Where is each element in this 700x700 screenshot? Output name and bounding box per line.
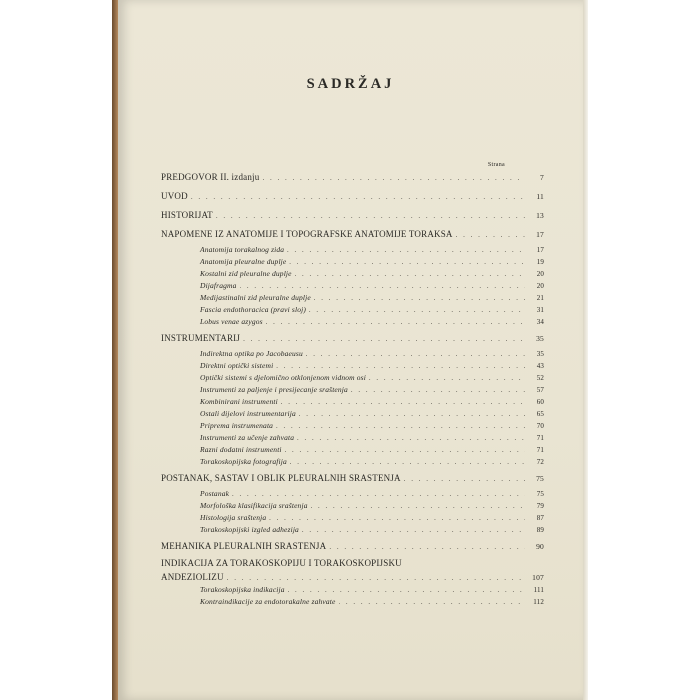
toc-subentry	[200, 585, 544, 594]
toc-entry-title: Kostalni zid pleuralne duplje	[200, 269, 292, 278]
toc-entry-page: 71	[536, 434, 544, 442]
toc-leader	[329, 543, 525, 551]
toc-leader	[311, 502, 525, 510]
toc-entry-page: 89	[536, 526, 544, 534]
toc-subentry	[200, 433, 544, 442]
toc-leader	[240, 282, 525, 290]
toc-entry-page: 90	[536, 542, 544, 551]
toc-leader	[314, 294, 525, 302]
toc-entry	[161, 191, 544, 201]
toc-entry-page: 65	[536, 410, 544, 418]
toc-entry-page: 71	[536, 446, 544, 454]
toc-leader	[309, 306, 525, 314]
toc-entry-title: Medijastinalni zid pleuralne duplje	[200, 293, 311, 302]
toc-subentry	[200, 361, 544, 370]
toc-leader	[266, 318, 525, 326]
toc-entry-title: Postanak	[200, 489, 230, 498]
page-title: SADRŽAJ	[306, 76, 395, 92]
toc-entry-title: Anatomija pleuralne duplje	[200, 257, 287, 266]
toc-entry-page: 35	[536, 350, 544, 358]
toc-leader	[216, 212, 525, 220]
toc-entry-title: INDIKACIJA ZA TORAKOSKOPIJU I TORAKOSKOPIJSKU	[161, 558, 402, 568]
toc-entry-title: Ostali dijelovi instrumentarija	[200, 409, 296, 418]
toc-leader	[243, 335, 525, 343]
toc-entry-page: 31	[536, 306, 544, 314]
toc-entry-page: 43	[536, 362, 544, 370]
toc-entry-title: Razni dodatni instrumenti	[200, 445, 282, 454]
toc-entry	[161, 541, 544, 551]
toc-leader	[232, 490, 525, 498]
toc-entry-title: Direktni optički sistemi	[200, 361, 274, 370]
toc-leader	[289, 258, 525, 266]
toc-entry-page: 20	[536, 282, 544, 290]
toc-leader	[269, 514, 525, 522]
toc-subentry	[200, 421, 544, 430]
toc-subentry	[200, 349, 544, 358]
toc-subentry	[200, 409, 544, 418]
toc-subentry	[200, 445, 544, 454]
toc-entry-title: Dijafragma	[200, 281, 237, 290]
toc-entry-title: Fascia endothoracica (pravi sloj)	[200, 305, 306, 314]
toc-subentry	[200, 489, 544, 498]
toc-entry	[161, 229, 544, 239]
toc-entry-title: Indirektna optika po Jacobaeusu	[200, 349, 303, 358]
toc-entry-page: 11	[536, 192, 544, 201]
toc-entry-title: Morfološka klasifikacija sraštenja	[200, 501, 308, 510]
toc-entry-title: UVOD	[161, 191, 188, 201]
toc-leader	[191, 193, 525, 201]
toc-leader	[276, 422, 525, 430]
toc-entry-title: Kontraindikacije za endotorakalne zahvate	[200, 597, 336, 606]
toc-entry	[161, 572, 544, 582]
toc-subentry	[200, 385, 544, 394]
toc-entry-title: Optički sistemi s djelomično otklonjenom vidnom osi	[200, 373, 366, 382]
toc-entry-title: Kombinirani instrumenti	[200, 397, 278, 406]
toc-subentry	[200, 293, 544, 302]
toc-leader	[306, 350, 525, 358]
toc-leader	[287, 246, 525, 254]
toc-entry-page: 60	[536, 398, 544, 406]
toc-subentry	[200, 397, 544, 406]
toc-leader	[276, 362, 525, 370]
toc-subentry	[200, 245, 544, 254]
toc-entry-title: ANDEZIOLIZU	[161, 572, 224, 582]
toc-subentry	[200, 305, 544, 314]
toc-entry-title: Histologija sraštenja	[200, 513, 267, 522]
toc-entry-page: 70	[536, 422, 544, 430]
toc-entry-page: 75	[536, 474, 544, 483]
toc-leader	[299, 410, 525, 418]
toc-entry-page: 112	[533, 598, 544, 606]
toc-leader	[295, 270, 525, 278]
toc-leader	[339, 598, 525, 606]
toc-subentry	[200, 269, 544, 278]
toc-entry-title: MEHANIKA PLEURALNIH SRASTENJA	[161, 541, 327, 551]
page-column-label: Strana	[487, 162, 505, 168]
toc-leader	[290, 458, 525, 466]
toc-entry	[161, 333, 544, 343]
toc-entry-title: POSTANAK, SASTAV I OBLIK PLEURALNIH SRASTENJA	[161, 473, 401, 483]
toc-subentry	[200, 317, 544, 326]
toc-leader	[227, 574, 525, 582]
toc-entry-page: 20	[536, 270, 544, 278]
toc-entry-title: Torakoskopijska indikacija	[200, 585, 285, 594]
toc-entry-title: HISTORIJAT	[161, 210, 213, 220]
toc-leader	[262, 174, 525, 182]
toc-entry-page: 7	[540, 173, 544, 182]
toc-subentry	[200, 525, 544, 534]
toc-entry-page: 111	[533, 586, 544, 594]
toc-subentry	[200, 597, 544, 606]
toc-leader	[369, 374, 525, 382]
toc-entry-page: 52	[536, 374, 544, 382]
toc-entry-title: Torakoskopijska fotografija	[200, 457, 287, 466]
toc-entry-title: Instrumenti za paljenje i presijecanje sraštenja	[200, 385, 348, 394]
toc-subentry	[200, 457, 544, 466]
toc-entry-title: Priprema instrumenata	[200, 421, 274, 430]
toc-leader	[297, 434, 525, 442]
toc-entry-page: 17	[536, 230, 544, 239]
toc-subentry	[200, 501, 544, 510]
toc-subentry	[200, 257, 544, 266]
toc-entry-page: 19	[536, 258, 544, 266]
toc-entry-title: Torakoskopijski izgled adhezija	[200, 525, 299, 534]
toc-entry-title: Instrumenti za učenje zahvata	[200, 433, 295, 442]
toc-entry-title: PREDGOVOR II. izdanju	[161, 172, 260, 182]
toc-entry-page: 79	[536, 502, 544, 510]
toc-leader	[456, 231, 525, 239]
book-page	[118, 0, 583, 700]
toc-subentry	[200, 281, 544, 290]
toc-entry-title: INSTRUMENTARIJ	[161, 333, 241, 343]
toc-entry	[161, 210, 544, 220]
toc-entry-page: 34	[536, 318, 544, 326]
toc-entry	[161, 473, 544, 483]
toc-entry	[161, 172, 544, 182]
toc-entry-title: Anatomija torakalnog zida	[200, 245, 285, 254]
toc-entry-title: NAPOMENE IZ ANATOMIJE I TOPOGRAFSKE ANATOMIJE TORAKSA	[161, 229, 453, 239]
toc-leader	[281, 398, 525, 406]
toc-entry-page: 57	[536, 386, 544, 394]
toc-leader	[404, 475, 525, 483]
toc-entry-page: 75	[536, 490, 544, 498]
toc-leader	[302, 526, 525, 534]
toc-subentry	[200, 513, 544, 522]
toc-entry-page: 107	[532, 573, 544, 582]
toc-entry-page: 13	[536, 211, 544, 220]
toc-entry-title: Lobus venae azygos	[200, 317, 263, 326]
toc-entry-page: 21	[536, 294, 544, 302]
toc-entry-page: 87	[536, 514, 544, 522]
toc-leader	[351, 386, 525, 394]
toc-leader	[285, 446, 525, 454]
toc-subentry	[200, 373, 544, 382]
toc-entry-page: 17	[536, 246, 544, 254]
toc-leader	[288, 586, 525, 594]
toc-entry-page: 35	[536, 334, 544, 343]
page-edge	[583, 0, 588, 700]
toc-entry-page: 72	[536, 458, 544, 466]
